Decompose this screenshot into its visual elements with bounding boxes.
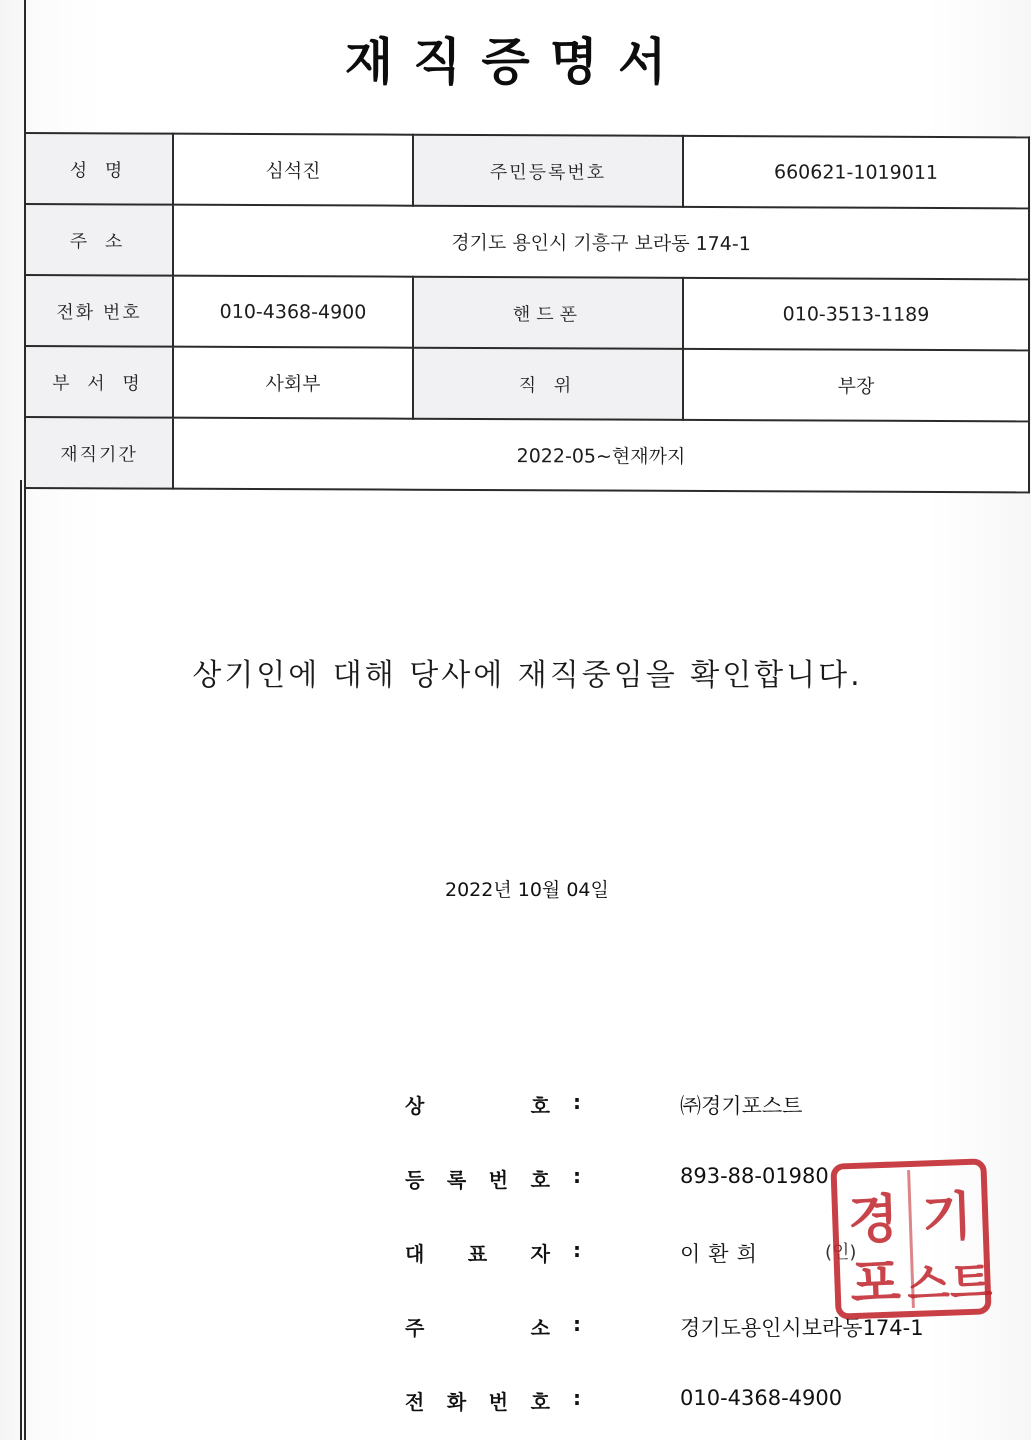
table-row — [25, 204, 1029, 279]
document-title: 재직증명서 — [344, 33, 687, 91]
seal-char-1: 경 — [847, 1188, 900, 1252]
label-char: 대 — [405, 1242, 425, 1266]
label-char: 화 — [446, 1390, 467, 1414]
label-char: 전 — [405, 1390, 425, 1414]
page-left-border-lower — [20, 480, 22, 1440]
rrn-value: 660621-1019011 — [683, 136, 1029, 209]
label-char: 호 — [530, 1168, 550, 1192]
phone-label: 전화 번호 — [25, 275, 173, 347]
issue-date: 2022년 10월 04일 — [445, 879, 609, 901]
label-char: 주 — [405, 1316, 425, 1340]
label-char: 자 — [530, 1242, 550, 1266]
company-phone-value: 010-4368-4900 — [680, 1386, 843, 1410]
representative-value: 이환희 — [680, 1242, 765, 1266]
seal-char-4: 스트 — [906, 1257, 993, 1312]
label-char: 소 — [530, 1316, 550, 1340]
seal-char-2: 기 — [921, 1185, 974, 1249]
certification-statement: 상기인에 대해 당사에 재직중임을 확인합니다. — [192, 658, 863, 693]
trade-name-value: ㈜경기포스트 — [680, 1094, 803, 1118]
colon: : — [573, 1312, 581, 1336]
company-row-trade-name — [405, 1090, 965, 1130]
label-char: 번 — [488, 1390, 509, 1414]
table-row — [25, 133, 1029, 208]
colon: : — [573, 1090, 581, 1114]
label-char: 호 — [530, 1094, 550, 1118]
colon: : — [573, 1164, 581, 1188]
company-address-value: 경기도용인시보라동174-1 — [680, 1316, 924, 1340]
label-char: 상 — [405, 1094, 425, 1118]
rrn-label: 주민등록번호 — [413, 135, 683, 207]
department-label: 부 서 명 — [25, 346, 173, 418]
table-row — [25, 346, 1029, 421]
reg-no-value: 893-88-01980 — [680, 1164, 829, 1188]
department-value: 사회부 — [173, 347, 413, 419]
label-char: 호 — [530, 1390, 550, 1414]
label-char: 번 — [488, 1168, 509, 1192]
address-label: 주 소 — [25, 204, 173, 276]
mobile-label: 핸드폰 — [413, 277, 683, 349]
table-row — [25, 417, 1029, 492]
position-label: 직 위 — [413, 348, 683, 420]
employment-period-value: 2022-05~현재까지 — [173, 418, 1029, 493]
label-char: 등 — [405, 1168, 425, 1192]
company-row-phone — [405, 1386, 965, 1426]
position-value: 부장 — [683, 349, 1029, 422]
company-phone-label — [405, 1386, 550, 1415]
label-char: 록 — [446, 1168, 467, 1192]
employee-info-table — [24, 132, 1030, 493]
name-value: 심석진 — [173, 134, 413, 206]
name-label: 성 명 — [25, 133, 173, 205]
table-row — [25, 275, 1029, 350]
reg-no-label — [405, 1164, 550, 1193]
representative-label — [405, 1238, 550, 1267]
phone-value: 010-4368-4900 — [173, 276, 413, 348]
company-seal-stamp — [827, 1155, 995, 1323]
colon: : — [573, 1238, 581, 1262]
colon: : — [573, 1386, 581, 1410]
seal-mark-text: (인) — [825, 1242, 857, 1263]
company-address-label — [405, 1312, 550, 1341]
seal-char-3: 포 — [849, 1252, 902, 1316]
mobile-value: 010-3513-1189 — [683, 278, 1029, 351]
employment-period-label: 재직기간 — [25, 417, 173, 489]
label-char: 표 — [467, 1242, 488, 1266]
trade-name-label — [405, 1090, 550, 1119]
address-value: 경기도 용인시 기흥구 보라동 174-1 — [173, 205, 1029, 280]
